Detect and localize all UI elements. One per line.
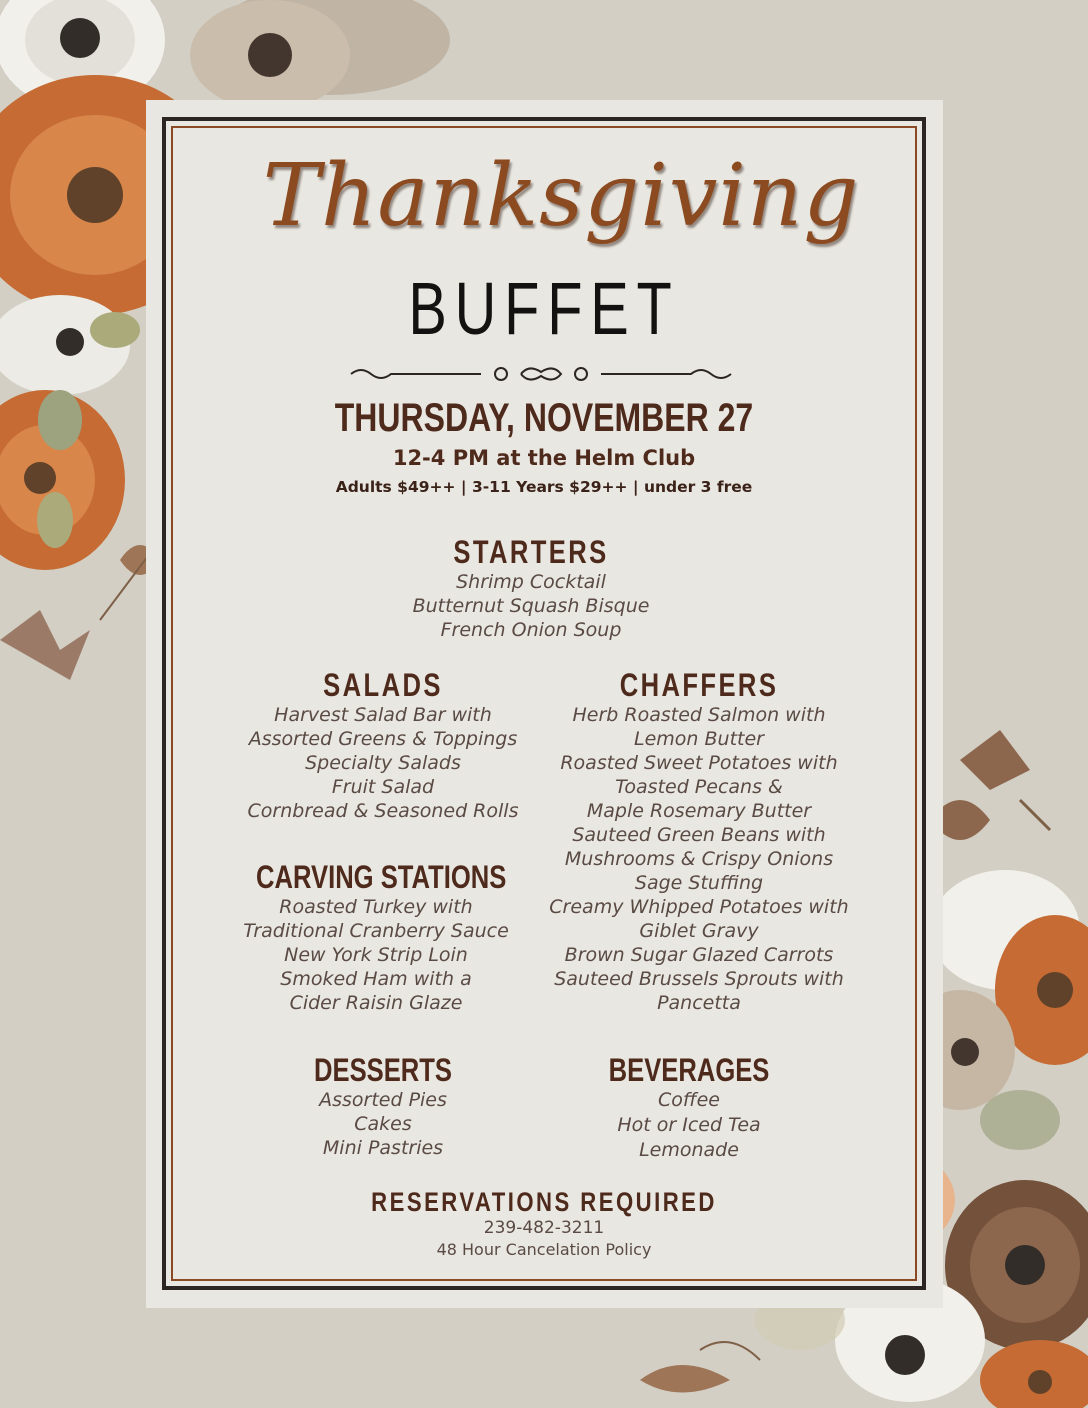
cancelation-policy: 48 Hour Cancelation Policy <box>436 1240 652 1259</box>
event-time-place: 12-4 PM at the Helm Club <box>392 446 696 470</box>
reservations-phone: 239-482-3211 <box>483 1218 605 1238</box>
menu-item: Coffee <box>658 1089 720 1111</box>
menu-item: Toasted Pecans & <box>615 776 783 798</box>
menu-item: New York Strip Loin <box>284 944 468 966</box>
section-carving-stations <box>226 859 526 1015</box>
section-heading: STARTERS <box>453 534 609 570</box>
reservations-heading: RESERVATIONS REQUIRED <box>371 1187 717 1217</box>
section-heading: CHAFFERS <box>619 667 779 703</box>
menu-item: Herb Roasted Salmon with <box>572 704 826 726</box>
menu-item: Brown Sugar Glazed Carrots <box>564 944 834 966</box>
menu-item: Sage Stuffing <box>634 872 764 894</box>
menu-item: Lemon Butter <box>634 728 764 750</box>
menu-content <box>171 126 917 1281</box>
menu-item: Roasted Turkey with <box>279 896 473 918</box>
menu-item: Shrimp Cocktail <box>456 571 606 593</box>
menu-item: Giblet Gravy <box>639 920 759 942</box>
section-starters <box>381 534 681 642</box>
menu-item: Sauteed Green Beans with <box>572 824 826 846</box>
section-heading: SALADS <box>323 667 443 703</box>
menu-item: Sauteed Brussels Sprouts with <box>554 968 844 990</box>
menu-item: Mushrooms & Crispy Onions <box>564 848 834 870</box>
section-heading: DESSERTS <box>314 1052 452 1088</box>
event-date: THURSDAY, NOVEMBER 27 <box>334 396 754 440</box>
menu-item: Creamy Whipped Potatoes with <box>549 896 849 918</box>
section-heading: CARVING STATIONS <box>256 859 507 895</box>
menu-item: Hot or Iced Tea <box>617 1114 761 1136</box>
event-prices: Adults $49++ | 3-11 Years $29++ | under 3 free <box>335 478 753 496</box>
menu-item: Traditional Cranberry Sauce <box>243 920 509 942</box>
menu-item: French Onion Soup <box>440 619 622 641</box>
menu-item: Assorted Greens & Toppings <box>248 728 518 750</box>
menu-item: Harvest Salad Bar with <box>274 704 492 726</box>
menu-item: Pancetta <box>657 992 741 1014</box>
menu-item: Maple Rosemary Butter <box>586 800 812 822</box>
menu-item: Lemonade <box>639 1139 739 1161</box>
buffet-title: BUFFET <box>408 267 680 350</box>
section-salads <box>233 667 533 823</box>
menu-item: Roasted Sweet Potatoes with <box>560 752 838 774</box>
script-title: Thanksgiving <box>262 146 860 246</box>
menu-item: Assorted Pies <box>319 1089 447 1111</box>
section-chaffers <box>539 667 859 1015</box>
menu-item: Mini Pastries <box>322 1137 444 1159</box>
section-heading: BEVERAGES <box>608 1052 770 1088</box>
menu-item: Specialty Salads <box>305 752 461 774</box>
menu-item: Cornbread & Seasoned Rolls <box>247 800 519 822</box>
menu-item: Fruit Salad <box>331 776 435 798</box>
reservations-block <box>311 1186 777 1262</box>
menu-item: Smoked Ham with a <box>280 968 472 990</box>
menu-item: Cider Raisin Glaze <box>289 992 463 1014</box>
menu-item: Butternut Squash Bisque <box>412 595 650 617</box>
section-beverages <box>539 1052 839 1163</box>
section-desserts <box>233 1052 533 1160</box>
ornamental-divider <box>341 362 741 386</box>
menu-item: Cakes <box>354 1113 412 1135</box>
